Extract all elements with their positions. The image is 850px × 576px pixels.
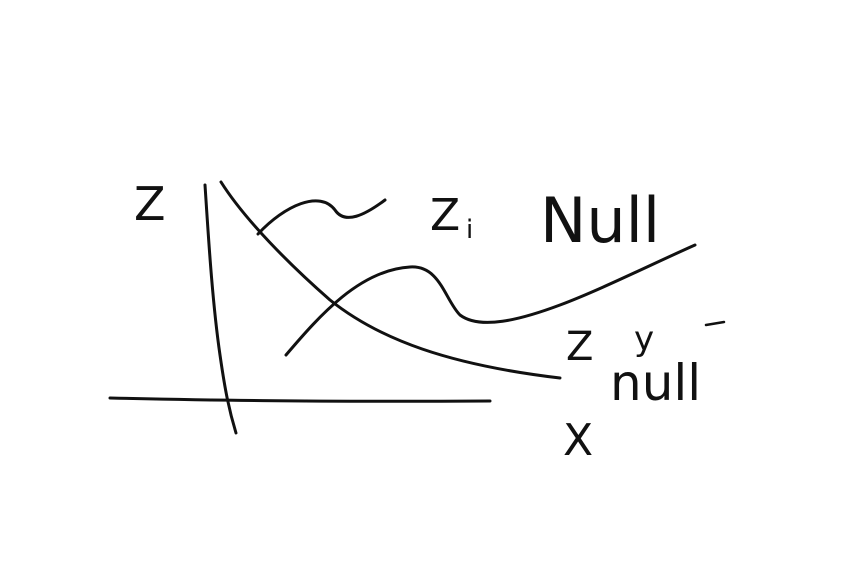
z-axis-label: Z (134, 177, 166, 231)
zy-curve-label-sub: y (634, 319, 655, 359)
z-curve-label (430, 184, 660, 257)
z-curve-label-value: Null (540, 184, 661, 257)
label-connector-line (258, 200, 385, 234)
zy-curve-label (566, 319, 724, 412)
x-axis-label: X (563, 415, 594, 466)
zy-curve-label-value: null (610, 354, 702, 412)
decreasing-curve (221, 182, 560, 378)
z-curve-label-prefix: Z (430, 190, 461, 241)
z-axis-line (205, 185, 236, 433)
zy-curve-label-prefix: Z (566, 324, 594, 370)
zy-curve-label-bar (706, 322, 724, 325)
x-axis-line (110, 398, 490, 401)
z-curve-label-sub: i (466, 215, 474, 245)
